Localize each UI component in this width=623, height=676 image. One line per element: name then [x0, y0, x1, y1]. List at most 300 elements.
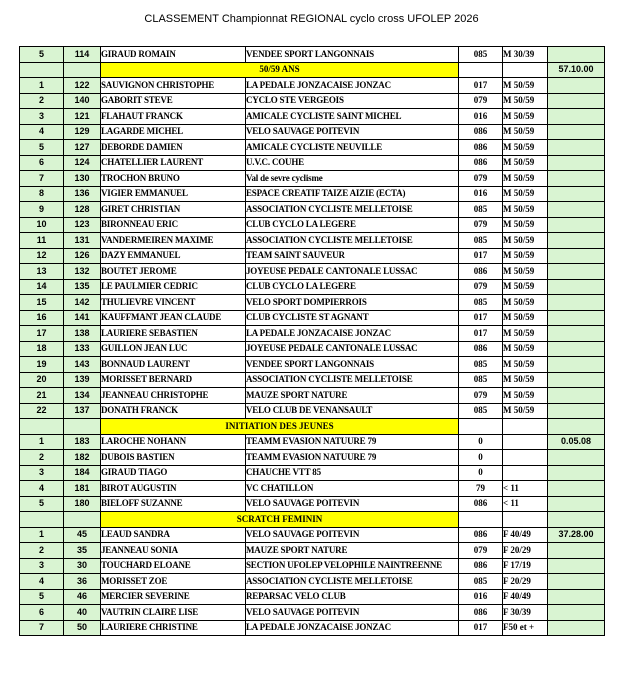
table-row — [20, 372, 605, 388]
category-cell: M 50/59 — [503, 326, 548, 342]
code-cell: 086 — [459, 527, 503, 543]
code-cell: 079 — [459, 279, 503, 295]
rider-name-cell: FLAHAUT FRANCK — [101, 109, 246, 125]
bib-cell — [64, 512, 101, 528]
club-cell: ASSOCIATION CYCLISTE MELLETOISE — [246, 372, 459, 388]
position-cell: 6 — [20, 605, 64, 621]
table-row — [20, 217, 605, 233]
category-cell: F 20/29 — [503, 574, 548, 590]
code-cell: 017 — [459, 310, 503, 326]
position-cell: 9 — [20, 202, 64, 218]
time-cell — [548, 202, 605, 218]
club-cell: VELO SPORT DOMPIERROIS — [246, 295, 459, 311]
position-cell: 1 — [20, 78, 64, 94]
time-cell — [548, 481, 605, 497]
position-cell: 18 — [20, 341, 64, 357]
club-cell: ESPACE CREATIF TAIZE AIZIE (ECTA) — [246, 186, 459, 202]
table-row — [20, 109, 605, 125]
bib-cell — [64, 62, 101, 78]
category-cell — [503, 62, 548, 78]
rider-name-cell: LAURIERE CHRISTINE — [101, 620, 246, 636]
bib-cell — [64, 419, 101, 435]
table-row — [20, 341, 605, 357]
club-cell: VENDEE SPORT LANGONNAIS — [246, 47, 459, 63]
category-cell: F50 et + — [503, 620, 548, 636]
category-cell: F 30/39 — [503, 605, 548, 621]
bib-cell: 45 — [64, 527, 101, 543]
rider-name-cell: LAURIERE SEBASTIEN — [101, 326, 246, 342]
position-cell — [20, 62, 64, 78]
category-cell: M 50/59 — [503, 264, 548, 280]
time-cell — [548, 186, 605, 202]
code-cell — [459, 419, 503, 435]
time-cell — [548, 248, 605, 264]
category-cell: M 50/59 — [503, 140, 548, 156]
category-cell — [503, 434, 548, 450]
table-row — [20, 310, 605, 326]
time-cell — [548, 465, 605, 481]
table-row — [20, 202, 605, 218]
time-cell — [548, 124, 605, 140]
code-cell: 086 — [459, 124, 503, 140]
code-cell: 016 — [459, 589, 503, 605]
bib-cell: 136 — [64, 186, 101, 202]
table-row — [20, 465, 605, 481]
category-cell: M 50/59 — [503, 248, 548, 264]
club-cell: Val de sevre cyclisme — [246, 171, 459, 187]
table-row — [20, 295, 605, 311]
bib-cell: 36 — [64, 574, 101, 590]
section-header-label: 50/59 ANS — [101, 62, 459, 78]
club-cell: REPARSAC VELO CLUB — [246, 589, 459, 605]
category-cell: F 40/49 — [503, 527, 548, 543]
position-cell — [20, 419, 64, 435]
code-cell: 086 — [459, 605, 503, 621]
time-cell — [548, 341, 605, 357]
time-cell: 57.10.00 — [548, 62, 605, 78]
position-cell: 1 — [20, 527, 64, 543]
position-cell: 11 — [20, 233, 64, 249]
position-cell: 7 — [20, 171, 64, 187]
position-cell: 5 — [20, 47, 64, 63]
bib-cell: 46 — [64, 589, 101, 605]
code-cell: 085 — [459, 372, 503, 388]
bib-cell: 134 — [64, 388, 101, 404]
time-cell — [548, 605, 605, 621]
rider-name-cell: GIRAUD TIAGO — [101, 465, 246, 481]
rider-name-cell: THULIEVRE VINCENT — [101, 295, 246, 311]
position-cell: 4 — [20, 481, 64, 497]
time-cell: 0.05.08 — [548, 434, 605, 450]
club-cell: CLUB CYCLISTE ST AGNANT — [246, 310, 459, 326]
code-cell: 085 — [459, 574, 503, 590]
club-cell: VELO SAUVAGE POITEVIN — [246, 124, 459, 140]
code-cell: 086 — [459, 155, 503, 171]
rider-name-cell: KAUFFMANT JEAN CLAUDE — [101, 310, 246, 326]
club-cell: TEAMM EVASION NATUURE 79 — [246, 450, 459, 466]
time-cell — [548, 310, 605, 326]
rider-name-cell: LEAUD SANDRA — [101, 527, 246, 543]
category-cell: F 20/29 — [503, 543, 548, 559]
code-cell: 017 — [459, 326, 503, 342]
time-cell — [548, 512, 605, 528]
table-row — [20, 527, 605, 543]
category-cell: M 50/59 — [503, 186, 548, 202]
table-row — [20, 543, 605, 559]
table-row — [20, 496, 605, 512]
time-cell — [548, 155, 605, 171]
position-cell: 17 — [20, 326, 64, 342]
bib-cell: 122 — [64, 78, 101, 94]
category-cell: F 17/19 — [503, 558, 548, 574]
time-cell — [548, 357, 605, 373]
table-row — [20, 155, 605, 171]
rider-name-cell: BOUTET JEROME — [101, 264, 246, 280]
table-row — [20, 403, 605, 419]
club-cell: CYCLO STE VERGEOIS — [246, 93, 459, 109]
time-cell — [548, 372, 605, 388]
category-cell: M 50/59 — [503, 202, 548, 218]
code-cell: 086 — [459, 140, 503, 156]
category-cell: F 40/49 — [503, 589, 548, 605]
category-cell: M 50/59 — [503, 217, 548, 233]
table-row — [20, 233, 605, 249]
table-row — [20, 357, 605, 373]
bib-cell: 143 — [64, 357, 101, 373]
club-cell: LA PEDALE JONZACAISE JONZAC — [246, 326, 459, 342]
section-header-row — [20, 62, 605, 78]
club-cell: CHAUCHE VTT 85 — [246, 465, 459, 481]
bib-cell: 131 — [64, 233, 101, 249]
table-row — [20, 481, 605, 497]
club-cell: JOYEUSE PEDALE CANTONALE LUSSAC — [246, 264, 459, 280]
rider-name-cell: CHATELLIER LAURENT — [101, 155, 246, 171]
category-cell: < 11 — [503, 481, 548, 497]
table-row — [20, 620, 605, 636]
rider-name-cell: GIRAUD ROMAIN — [101, 47, 246, 63]
category-cell — [503, 465, 548, 481]
rider-name-cell: DUBOIS BASTIEN — [101, 450, 246, 466]
rider-name-cell: BIELOFF SUZANNE — [101, 496, 246, 512]
code-cell: 086 — [459, 341, 503, 357]
section-header-label: INITIATION DES JEUNES — [101, 419, 459, 435]
bib-cell: 40 — [64, 605, 101, 621]
bib-cell: 181 — [64, 481, 101, 497]
rider-name-cell: JEANNEAU CHRISTOPHE — [101, 388, 246, 404]
club-cell: SECTION UFOLEP VELOPHILE NAINTREENNE — [246, 558, 459, 574]
position-cell: 1 — [20, 434, 64, 450]
code-cell: 079 — [459, 543, 503, 559]
code-cell: 016 — [459, 186, 503, 202]
category-cell: M 30/39 — [503, 47, 548, 63]
bib-cell: 128 — [64, 202, 101, 218]
code-cell: 085 — [459, 295, 503, 311]
time-cell — [548, 109, 605, 125]
position-cell: 13 — [20, 264, 64, 280]
time-cell — [548, 295, 605, 311]
bib-cell: 50 — [64, 620, 101, 636]
category-cell: M 50/59 — [503, 388, 548, 404]
position-cell: 22 — [20, 403, 64, 419]
rider-name-cell: LAGARDE MICHEL — [101, 124, 246, 140]
position-cell: 3 — [20, 558, 64, 574]
position-cell: 4 — [20, 574, 64, 590]
category-cell: M 50/59 — [503, 372, 548, 388]
table-row — [20, 171, 605, 187]
bib-cell: 123 — [64, 217, 101, 233]
rider-name-cell: MERCIER SEVERINE — [101, 589, 246, 605]
bib-cell: 135 — [64, 279, 101, 295]
club-cell: ASSOCIATION CYCLISTE MELLETOISE — [246, 233, 459, 249]
position-cell: 7 — [20, 620, 64, 636]
club-cell: AMICALE CYCLISTE NEUVILLE — [246, 140, 459, 156]
position-cell: 8 — [20, 186, 64, 202]
bib-cell: 30 — [64, 558, 101, 574]
rider-name-cell: BONNAUD LAURENT — [101, 357, 246, 373]
code-cell — [459, 62, 503, 78]
club-cell: ASSOCIATION CYCLISTE MELLETOISE — [246, 574, 459, 590]
code-cell: 085 — [459, 47, 503, 63]
code-cell: 086 — [459, 558, 503, 574]
club-cell: JOYEUSE PEDALE CANTONALE LUSSAC — [246, 341, 459, 357]
table-row — [20, 124, 605, 140]
bib-cell: 139 — [64, 372, 101, 388]
code-cell: 085 — [459, 357, 503, 373]
code-cell: 079 — [459, 171, 503, 187]
club-cell: VELO CLUB DE VENANSAULT — [246, 403, 459, 419]
category-cell: M 50/59 — [503, 341, 548, 357]
club-cell: LA PEDALE JONZACAISE JONZAC — [246, 620, 459, 636]
section-header-row — [20, 419, 605, 435]
time-cell — [548, 388, 605, 404]
time-cell — [548, 419, 605, 435]
time-cell — [548, 450, 605, 466]
time-cell — [548, 264, 605, 280]
rider-name-cell: TOUCHARD ELOANE — [101, 558, 246, 574]
table-row — [20, 326, 605, 342]
time-cell — [548, 171, 605, 187]
category-cell: M 50/59 — [503, 155, 548, 171]
code-cell: 0 — [459, 434, 503, 450]
bib-cell: 140 — [64, 93, 101, 109]
code-cell: 017 — [459, 78, 503, 94]
code-cell: 079 — [459, 93, 503, 109]
club-cell: MAUZE SPORT NATURE — [246, 543, 459, 559]
table-row — [20, 434, 605, 450]
bib-cell: 183 — [64, 434, 101, 450]
code-cell: 085 — [459, 403, 503, 419]
position-cell: 15 — [20, 295, 64, 311]
time-cell — [548, 78, 605, 94]
time-cell — [548, 558, 605, 574]
position-cell: 5 — [20, 140, 64, 156]
position-cell: 3 — [20, 109, 64, 125]
category-cell: M 50/59 — [503, 279, 548, 295]
time-cell — [548, 279, 605, 295]
position-cell: 10 — [20, 217, 64, 233]
category-cell: < 11 — [503, 496, 548, 512]
bib-cell: 137 — [64, 403, 101, 419]
rider-name-cell: LAROCHE NOHANN — [101, 434, 246, 450]
time-cell — [548, 326, 605, 342]
bib-cell: 182 — [64, 450, 101, 466]
rider-name-cell: DAZY EMMANUEL — [101, 248, 246, 264]
position-cell: 5 — [20, 589, 64, 605]
position-cell: 14 — [20, 279, 64, 295]
code-cell: 085 — [459, 202, 503, 218]
club-cell: VENDEE SPORT LANGONNAIS — [246, 357, 459, 373]
category-cell — [503, 512, 548, 528]
code-cell: 0 — [459, 465, 503, 481]
time-cell — [548, 620, 605, 636]
bib-cell: 138 — [64, 326, 101, 342]
code-cell: 79 — [459, 481, 503, 497]
category-cell: M 50/59 — [503, 357, 548, 373]
position-cell: 19 — [20, 357, 64, 373]
table-row — [20, 78, 605, 94]
club-cell: LA PEDALE JONZACAISE JONZAC — [246, 78, 459, 94]
bib-cell: 180 — [64, 496, 101, 512]
position-cell: 5 — [20, 496, 64, 512]
rider-name-cell: BIRONNEAU ERIC — [101, 217, 246, 233]
bib-cell: 121 — [64, 109, 101, 125]
club-cell: CLUB CYCLO LA LEGERE — [246, 279, 459, 295]
category-cell — [503, 450, 548, 466]
table-row — [20, 264, 605, 280]
time-cell — [548, 574, 605, 590]
time-cell — [548, 543, 605, 559]
rider-name-cell: DONATH FRANCK — [101, 403, 246, 419]
club-cell: CLUB CYCLO LA LEGERE — [246, 217, 459, 233]
time-cell — [548, 47, 605, 63]
position-cell: 2 — [20, 450, 64, 466]
category-cell — [503, 419, 548, 435]
bib-cell: 133 — [64, 341, 101, 357]
table-row — [20, 589, 605, 605]
category-cell: M 50/59 — [503, 78, 548, 94]
table-row — [20, 47, 605, 63]
position-cell: 2 — [20, 93, 64, 109]
page-title: CLASSEMENT Championnat REGIONAL cyclo cross UFOLEP 2026 — [144, 13, 479, 25]
bib-cell: 124 — [64, 155, 101, 171]
category-cell: M 50/59 — [503, 171, 548, 187]
code-cell: 017 — [459, 620, 503, 636]
table-row — [20, 93, 605, 109]
club-cell: VELO SAUVAGE POITEVIN — [246, 605, 459, 621]
club-cell: AMICALE CYCLISTE SAINT MICHEL — [246, 109, 459, 125]
table-row — [20, 279, 605, 295]
position-cell: 20 — [20, 372, 64, 388]
table-row — [20, 574, 605, 590]
bib-cell: 184 — [64, 465, 101, 481]
position-cell: 21 — [20, 388, 64, 404]
code-cell: 017 — [459, 248, 503, 264]
rider-name-cell: MORISSET BERNARD — [101, 372, 246, 388]
position-cell: 4 — [20, 124, 64, 140]
bib-cell: 142 — [64, 295, 101, 311]
rider-name-cell: GIRET CHRISTIAN — [101, 202, 246, 218]
code-cell: 086 — [459, 264, 503, 280]
bib-cell: 35 — [64, 543, 101, 559]
category-cell: M 50/59 — [503, 124, 548, 140]
club-cell: ASSOCIATION CYCLISTE MELLETOISE — [246, 202, 459, 218]
bib-cell: 114 — [64, 47, 101, 63]
rider-name-cell: GABORIT STEVE — [101, 93, 246, 109]
time-cell — [548, 140, 605, 156]
rider-name-cell: GUILLON JEAN LUC — [101, 341, 246, 357]
code-cell: 016 — [459, 109, 503, 125]
club-cell: TEAMM EVASION NATUURE 79 — [246, 434, 459, 450]
position-cell — [20, 512, 64, 528]
rider-name-cell: VANDERMEIREN MAXIME — [101, 233, 246, 249]
table-row — [20, 248, 605, 264]
bib-cell: 126 — [64, 248, 101, 264]
table-row — [20, 605, 605, 621]
table-row — [20, 450, 605, 466]
table-row — [20, 140, 605, 156]
category-cell: M 50/59 — [503, 310, 548, 326]
time-cell — [548, 93, 605, 109]
time-cell — [548, 496, 605, 512]
rider-name-cell: VAUTRIN CLAIRE LISE — [101, 605, 246, 621]
code-cell: 085 — [459, 233, 503, 249]
rider-name-cell: VIGIER EMMANUEL — [101, 186, 246, 202]
code-cell — [459, 512, 503, 528]
bib-cell: 130 — [64, 171, 101, 187]
table-row — [20, 186, 605, 202]
category-cell: M 50/59 — [503, 295, 548, 311]
club-cell: TEAM SAINT SAUVEUR — [246, 248, 459, 264]
club-cell: MAUZE SPORT NATURE — [246, 388, 459, 404]
section-header-row — [20, 512, 605, 528]
code-cell: 079 — [459, 217, 503, 233]
rider-name-cell: DEBORDE DAMIEN — [101, 140, 246, 156]
position-cell: 2 — [20, 543, 64, 559]
code-cell: 0 — [459, 450, 503, 466]
results-table-body — [20, 47, 605, 636]
rider-name-cell: SAUVIGNON CHRISTOPHE — [101, 78, 246, 94]
rider-name-cell: JEANNEAU SONIA — [101, 543, 246, 559]
position-cell: 16 — [20, 310, 64, 326]
time-cell — [548, 233, 605, 249]
category-cell: M 50/59 — [503, 93, 548, 109]
bib-cell: 129 — [64, 124, 101, 140]
time-cell — [548, 589, 605, 605]
table-row — [20, 558, 605, 574]
results-table — [19, 46, 605, 636]
category-cell: M 50/59 — [503, 109, 548, 125]
position-cell: 12 — [20, 248, 64, 264]
bib-cell: 141 — [64, 310, 101, 326]
time-cell — [548, 217, 605, 233]
time-cell: 37.28.00 — [548, 527, 605, 543]
category-cell: M 50/59 — [503, 403, 548, 419]
position-cell: 3 — [20, 465, 64, 481]
club-cell: VELO SAUVAGE POITEVIN — [246, 496, 459, 512]
position-cell: 6 — [20, 155, 64, 171]
club-cell: U.V.C. COUHE — [246, 155, 459, 171]
table-row — [20, 388, 605, 404]
section-header-label: SCRATCH FEMININ — [101, 512, 459, 528]
club-cell: VC CHATILLON — [246, 481, 459, 497]
bib-cell: 132 — [64, 264, 101, 280]
bib-cell: 127 — [64, 140, 101, 156]
rider-name-cell: MORISSET ZOE — [101, 574, 246, 590]
code-cell: 086 — [459, 496, 503, 512]
code-cell: 079 — [459, 388, 503, 404]
rider-name-cell: TROCHON BRUNO — [101, 171, 246, 187]
rider-name-cell: BIROT AUGUSTIN — [101, 481, 246, 497]
